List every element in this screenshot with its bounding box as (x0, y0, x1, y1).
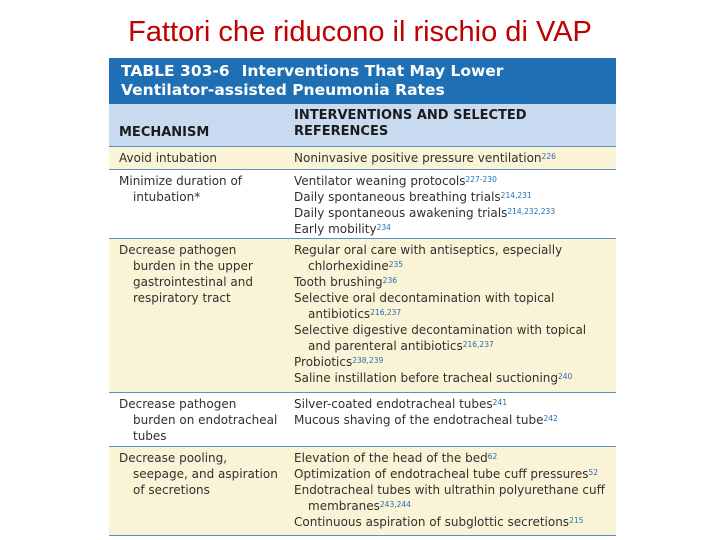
intervention-text: Tooth brushing (294, 275, 383, 289)
intervention-text: Daily spontaneous breathing trials (294, 190, 501, 204)
mechanism-text: Decrease pathogen burden in the upper gastrointestinal and respiratory tract (119, 243, 253, 305)
intervention-item (294, 514, 612, 530)
intervention-item (294, 396, 612, 412)
intervention-item (294, 412, 612, 428)
reference-superscript: 215 (569, 516, 584, 525)
intervention-item (294, 221, 612, 237)
table-body (109, 147, 616, 536)
intervention-item (294, 205, 612, 221)
table-row (109, 170, 616, 239)
interventions-cell (284, 447, 616, 535)
table-column-headers (109, 104, 616, 147)
intervention-item (294, 322, 612, 354)
mechanism-text: Decrease pooling, seepage, and aspiration of secretions (119, 451, 278, 497)
intervention-text: Continuous aspiration of subglottic secretions (294, 515, 570, 529)
intervention-text: Selective digestive decontamination with topical and parenteral antibiotics (294, 323, 587, 353)
intervention-item (294, 242, 612, 274)
reference-superscript: 226 (541, 152, 556, 161)
intervention-text: Probiotics (294, 355, 353, 369)
reference-superscript: 227-230 (465, 175, 497, 184)
table-caption-line1 (121, 62, 606, 81)
intervention-item (294, 189, 612, 205)
mechanism-cell (109, 239, 284, 392)
mechanism-text: Minimize duration of intubation* (119, 174, 243, 204)
intervention-text: Selective oral decontamination with topical antibiotics (294, 291, 555, 321)
reference-superscript: 52 (588, 468, 599, 477)
reference-superscript: 216,237 (462, 340, 494, 349)
reference-superscript: 234 (376, 223, 391, 232)
table-row (109, 147, 616, 170)
reference-superscript: 238,239 (352, 356, 384, 365)
mechanism-cell (109, 170, 284, 238)
table-row (109, 393, 616, 447)
interventions-column-header (284, 104, 616, 146)
intervention-item (294, 466, 612, 482)
interventions-header-line1: INTERVENTIONS AND SELECTED (294, 108, 527, 123)
intervention-text: Silver-coated endotracheal tubes (294, 397, 493, 411)
intervention-item (294, 274, 612, 290)
mechanism-column-header: MECHANISM (119, 125, 210, 140)
reference-superscript: 214,231 (500, 191, 532, 200)
intervention-item (294, 173, 612, 189)
reference-superscript: 236 (382, 276, 397, 285)
table-row (109, 447, 616, 536)
reference-superscript: 214,232,233 (507, 207, 556, 216)
intervention-item (294, 354, 612, 370)
reference-superscript: 62 (487, 452, 498, 461)
intervention-text: Endotracheal tubes with ultrathin polyurethane cuff membranes (294, 483, 605, 513)
table-row (109, 239, 616, 393)
intervention-item (294, 482, 612, 514)
slide-title: Fattori che riducono il rischio di VAP (128, 16, 592, 48)
intervention-text: Elevation of the head of the bed (294, 451, 488, 465)
intervention-text: Early mobility (294, 222, 377, 236)
table-caption (109, 58, 616, 104)
intervention-item (294, 150, 612, 166)
intervention-text: Ventilator weaning protocols (294, 174, 466, 188)
mechanism-text: Decrease pathogen burden on endotracheal tubes (119, 397, 278, 443)
intervention-text: Regular oral care with antiseptics, especially chlorhexidine (294, 243, 563, 273)
reference-superscript: 235 (388, 260, 404, 269)
mechanism-cell (109, 393, 284, 446)
intervention-text: Mucous shaving of the endotracheal tube (294, 413, 544, 427)
intervention-text: Daily spontaneous awakening trials (294, 206, 508, 220)
interventions-cell (284, 147, 616, 169)
table-title-line2: Ventilator-assisted Pneumonia Rates (121, 81, 445, 99)
intervention-item (294, 370, 612, 386)
reference-superscript: 240 (558, 372, 573, 381)
mechanism-text: Avoid intubation (119, 151, 217, 165)
table-number: TABLE 303-6 (121, 62, 230, 80)
reference-superscript: 216,237 (370, 308, 402, 317)
mechanism-cell (109, 447, 284, 535)
interventions-cell (284, 170, 616, 238)
reference-superscript: 243,244 (379, 500, 411, 509)
intervention-text: Saline instillation before tracheal suctioning (294, 371, 559, 385)
interventions-header-line2: REFERENCES (294, 124, 389, 139)
reference-superscript: 241 (492, 398, 507, 407)
interventions-cell (284, 239, 616, 392)
intervention-item (294, 450, 612, 466)
reference-superscript: 242 (543, 414, 558, 423)
interventions-table (109, 58, 616, 532)
intervention-item (294, 290, 612, 322)
interventions-cell (284, 393, 616, 446)
mechanism-cell (109, 147, 284, 169)
table-title-line1: Interventions That May Lower (241, 62, 504, 80)
intervention-text: Noninvasive positive pressure ventilation (294, 151, 542, 165)
intervention-text: Optimization of endotracheal tube cuff pressures (294, 467, 589, 481)
